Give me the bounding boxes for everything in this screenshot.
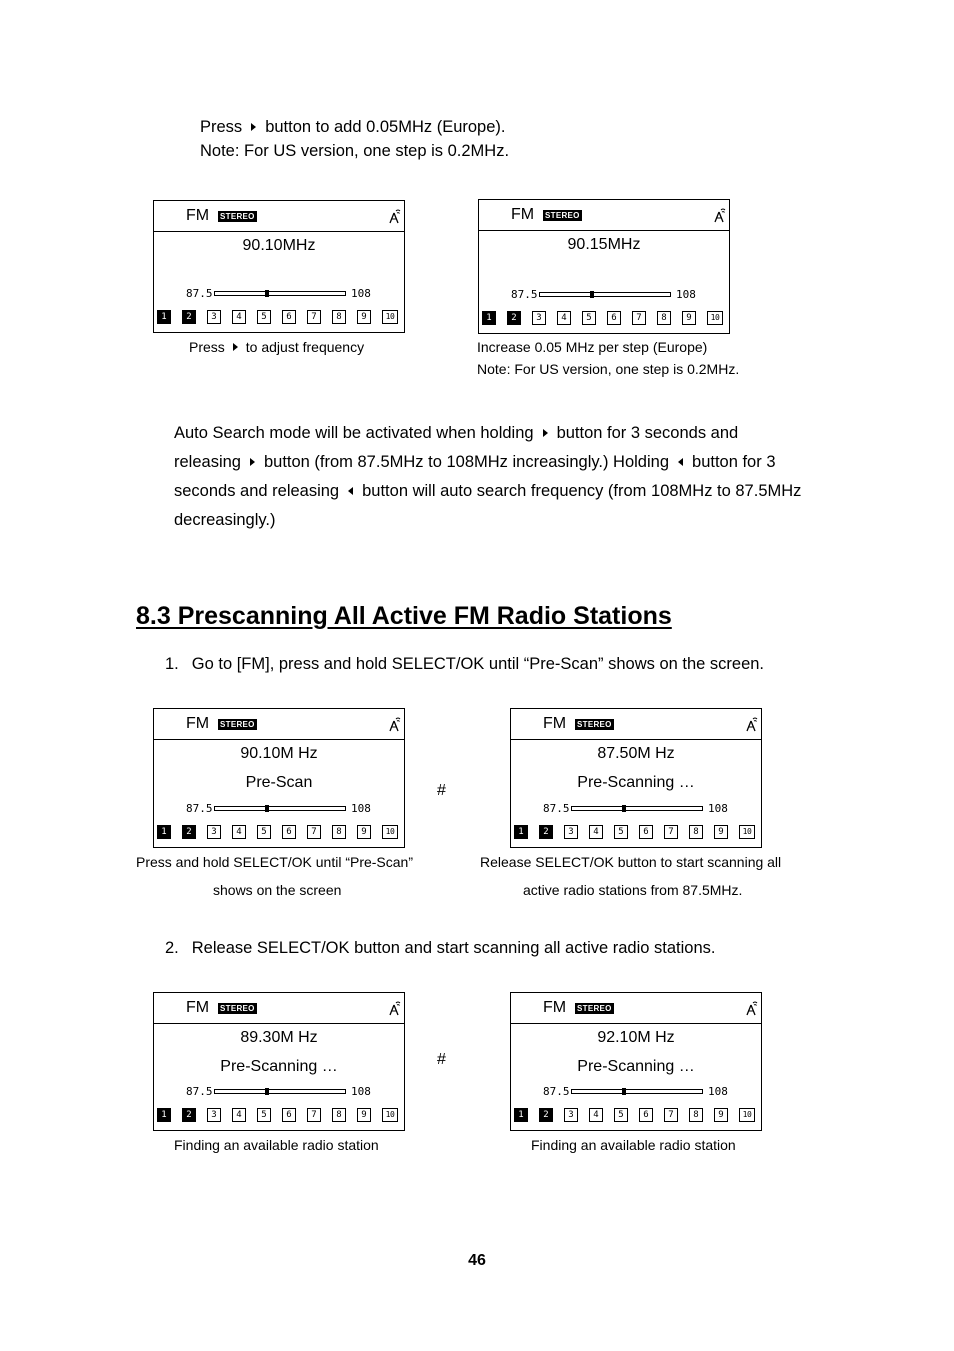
preset-10: 10: [739, 1108, 755, 1122]
preset-5: 5: [257, 825, 271, 839]
caption-2-value: 0.2MHz.: [687, 361, 740, 377]
intro-note: Note: For US version, one step is 0.2MHz.: [200, 142, 510, 160]
frequency-readout: 90.10M Hz: [240, 745, 318, 762]
step-1-text: Go to [FM], press and hold SELECT/OK until “Pre-Scan” shows on the screen.: [191, 655, 765, 673]
preset-2: 2: [182, 825, 196, 839]
frequency-readout: 90.15MHz: [567, 236, 641, 253]
frequency-slider-marker: [622, 1088, 626, 1095]
radio-screen-5: [153, 992, 405, 1131]
range-high-label: 108: [708, 802, 728, 815]
preset-1: 1: [514, 825, 528, 839]
right-triangle-icon: [543, 429, 548, 437]
preset-9: 9: [357, 310, 371, 324]
range-low-label: 87.5: [186, 1085, 213, 1098]
screen-status-bar: [511, 709, 761, 740]
frequency-slider-track: [214, 291, 346, 296]
intro-press-prefix: Press: [200, 118, 243, 136]
preset-10: 10: [382, 1108, 398, 1122]
scan-mode-text: Pre-Scanning …: [220, 1058, 338, 1075]
preset-6: 6: [282, 1108, 296, 1122]
preset-9: 9: [357, 1108, 371, 1122]
range-high-label: 108: [351, 802, 371, 815]
range-high-label: 108: [708, 1085, 728, 1098]
auto-search-l2a: releasing: [174, 453, 241, 471]
preset-3: 3: [532, 311, 546, 325]
preset-7: 7: [664, 825, 678, 839]
auto-search-l3b: button will auto search frequency (from 108MHz to 87.5MHz: [362, 482, 802, 500]
preset-7: 7: [307, 1108, 321, 1122]
range-high-label: 108: [351, 287, 371, 300]
caption-screen-1: [189, 340, 364, 354]
preset-1: 1: [157, 310, 171, 324]
step-1: [165, 656, 764, 673]
frequency-slider-track: [571, 1089, 703, 1094]
frequency-slider-track: [214, 806, 346, 811]
preset-2: 2: [539, 825, 553, 839]
stereo-badge: STEREO: [220, 720, 255, 729]
preset-5: 5: [582, 311, 596, 325]
antenna-signal-icon: [744, 716, 758, 732]
preset-5: 5: [614, 1108, 628, 1122]
preset-5: 5: [257, 310, 271, 324]
page-number: 46: [468, 1252, 486, 1269]
right-triangle-icon: [251, 123, 256, 131]
antenna-signal-icon: [387, 716, 401, 732]
preset-9: 9: [714, 825, 728, 839]
antenna-signal-icon: [387, 1000, 401, 1016]
step-2-text: Release SELECT/OK button and start scanning all active radio stations.: [191, 939, 716, 957]
preset-3: 3: [564, 1108, 578, 1122]
caption-screen-3-line-1: Press and hold SELECT/OK until “Pre-Scan”: [136, 854, 414, 870]
preset-3: 3: [207, 1108, 221, 1122]
caption-1-suffix: to adjust frequency: [245, 339, 365, 355]
auto-search-line-4: decreasingly.): [174, 511, 276, 529]
band-label: FM: [186, 207, 210, 224]
preset-row: [157, 825, 397, 840]
caption-1-prefix: Press: [189, 339, 225, 355]
antenna-signal-icon: [387, 208, 401, 224]
range-low-label: 87.5: [543, 802, 570, 815]
frequency-slider-track: [539, 292, 671, 297]
preset-row: [482, 311, 722, 326]
preset-1: 1: [157, 825, 171, 839]
caption-screen-2-line-1: Increase 0.05 MHz per step (Europe): [477, 339, 708, 355]
caption-screen-4-line-2: active radio stations from 87.5MHz.: [523, 882, 743, 898]
arrow-marker-1: #: [437, 782, 446, 799]
auto-search-l2b: button (from 87.5MHz to 108MHz increasingly.) Holding: [263, 453, 670, 471]
preset-8: 8: [657, 311, 671, 325]
stereo-badge: STEREO: [220, 212, 255, 221]
intro-press-suffix: button to add 0.05MHz (Europe).: [265, 118, 506, 136]
preset-8: 8: [332, 310, 346, 324]
stereo-badge: STEREO: [545, 211, 580, 220]
frequency-readout: 90.10MHz: [242, 237, 316, 254]
preset-6: 6: [282, 310, 296, 324]
preset-8: 8: [689, 1108, 703, 1122]
preset-10: 10: [707, 311, 723, 325]
screen-status-bar: [154, 201, 404, 232]
preset-3: 3: [564, 825, 578, 839]
range-low-label: 87.5: [186, 802, 213, 815]
left-triangle-icon: [678, 458, 683, 466]
preset-10: 10: [739, 825, 755, 839]
preset-6: 6: [639, 825, 653, 839]
preset-7: 7: [307, 310, 321, 324]
frequency-slider-track: [214, 1089, 346, 1094]
radio-screen-6: [510, 992, 762, 1131]
preset-4: 4: [589, 825, 603, 839]
preset-9: 9: [714, 1108, 728, 1122]
preset-5: 5: [614, 825, 628, 839]
preset-8: 8: [332, 825, 346, 839]
preset-6: 6: [607, 311, 621, 325]
preset-9: 9: [682, 311, 696, 325]
preset-row: [514, 825, 754, 840]
preset-2: 2: [507, 311, 521, 325]
step-1-number: 1.: [165, 655, 179, 673]
caption-screen-3-line-2: shows on the screen: [213, 882, 342, 898]
screen-status-bar: [479, 200, 729, 231]
stereo-badge: STEREO: [577, 1004, 612, 1013]
antenna-signal-icon: [712, 207, 726, 223]
preset-5: 5: [257, 1108, 271, 1122]
screen-status-bar: [154, 993, 404, 1024]
auto-search-line-1: [174, 425, 738, 442]
preset-10: 10: [382, 825, 398, 839]
preset-row: [157, 1108, 397, 1123]
preset-4: 4: [232, 1108, 246, 1122]
screen-status-bar: [511, 993, 761, 1024]
preset-10: 10: [382, 310, 398, 324]
band-label: FM: [186, 999, 210, 1016]
preset-row: [157, 310, 397, 325]
caption-screen-2-line-2: [477, 362, 739, 376]
preset-7: 7: [632, 311, 646, 325]
preset-7: 7: [664, 1108, 678, 1122]
frequency-slider-marker: [265, 805, 269, 812]
intro-press-line: [200, 119, 506, 136]
preset-2: 2: [182, 310, 196, 324]
step-2-number: 2.: [165, 939, 179, 957]
caption-screen-4-line-1: Release SELECT/OK button to start scanning all: [480, 854, 782, 870]
preset-7: 7: [307, 825, 321, 839]
antenna-signal-icon: [744, 1000, 758, 1016]
radio-screen-3: [153, 708, 405, 848]
band-label: FM: [543, 999, 567, 1016]
frequency-slider-marker: [622, 805, 626, 812]
range-low-label: 87.5: [543, 1085, 570, 1098]
preset-1: 1: [482, 311, 496, 325]
band-label: FM: [511, 206, 535, 223]
band-label: FM: [186, 715, 210, 732]
scan-mode-text: Pre-Scanning …: [577, 1058, 695, 1075]
auto-search-l2c: button for 3: [692, 453, 776, 471]
radio-screen-1: [153, 200, 405, 333]
preset-9: 9: [357, 825, 371, 839]
right-triangle-icon: [233, 343, 238, 351]
arrow-marker-2: #: [437, 1051, 446, 1068]
auto-search-l3a: seconds and releasing: [174, 482, 340, 500]
frequency-slider-marker: [265, 290, 269, 297]
section-title: 8.3 Prescanning All Active FM Radio Stations: [136, 602, 672, 630]
preset-2: 2: [539, 1108, 553, 1122]
range-low-label: 87.5: [186, 287, 213, 300]
frequency-slider-track: [571, 806, 703, 811]
frequency-readout: 87.50M Hz: [597, 745, 675, 762]
band-label: FM: [543, 715, 567, 732]
screen-status-bar: [154, 709, 404, 740]
stereo-badge: STEREO: [220, 1004, 255, 1013]
left-triangle-icon: [348, 487, 353, 495]
preset-1: 1: [514, 1108, 528, 1122]
frequency-readout: 89.30M Hz: [240, 1029, 318, 1046]
preset-3: 3: [207, 825, 221, 839]
preset-row: [514, 1108, 754, 1123]
range-high-label: 108: [351, 1085, 371, 1098]
caption-screen-5: Finding an available radio station: [174, 1137, 379, 1153]
auto-search-line-3: [174, 483, 801, 500]
preset-6: 6: [282, 825, 296, 839]
preset-8: 8: [689, 825, 703, 839]
right-triangle-icon: [250, 458, 255, 466]
stereo-badge: STEREO: [577, 720, 612, 729]
preset-3: 3: [207, 310, 221, 324]
frequency-slider-marker: [590, 291, 594, 298]
radio-screen-4: [510, 708, 762, 848]
preset-2: 2: [182, 1108, 196, 1122]
preset-4: 4: [589, 1108, 603, 1122]
preset-4: 4: [557, 311, 571, 325]
range-high-label: 108: [676, 288, 696, 301]
preset-1: 1: [157, 1108, 171, 1122]
radio-screen-2: [478, 199, 730, 334]
auto-search-line-2: [174, 454, 776, 471]
caption-screen-6: Finding an available radio station: [531, 1137, 736, 1153]
scan-mode-text: Pre-Scanning …: [577, 774, 695, 791]
preset-8: 8: [332, 1108, 346, 1122]
frequency-readout: 92.10M Hz: [597, 1029, 675, 1046]
preset-4: 4: [232, 825, 246, 839]
scan-mode-text: Pre-Scan: [245, 774, 313, 791]
auto-search-l1b: button for 3 seconds and: [556, 424, 739, 442]
preset-6: 6: [639, 1108, 653, 1122]
preset-4: 4: [232, 310, 246, 324]
auto-search-l1a: Auto Search mode will be activated when holding: [174, 424, 534, 442]
step-2: [165, 940, 715, 957]
caption-2-note: Note: For US version, one step is: [477, 361, 684, 377]
frequency-slider-marker: [265, 1088, 269, 1095]
range-low-label: 87.5: [511, 288, 538, 301]
